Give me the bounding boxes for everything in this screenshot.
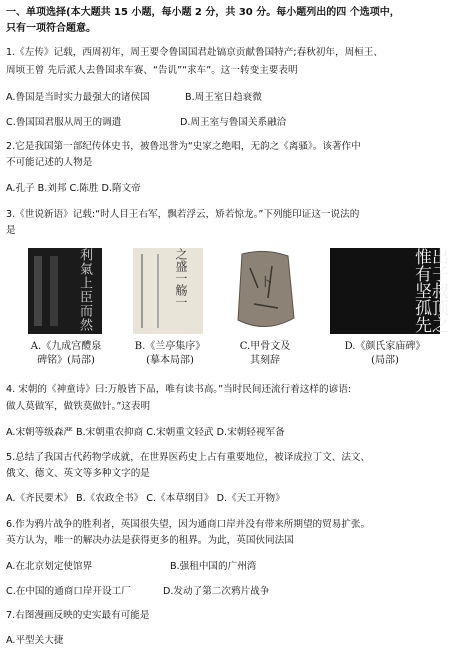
question-1-option-c: C.鲁国国君服从周王的调遣 — [6, 117, 122, 128]
question-6-stem-line2: 英方认为，唯一的解决办法是获得更多的租界。为此，英国伙同法国 — [6, 535, 294, 546]
question-1-option-a: A.鲁国是当时实力最强大的诸侯国 — [6, 92, 150, 103]
calligraphy-image-d — [330, 248, 448, 334]
calligraphy-image-b — [133, 248, 203, 334]
image-a-text: 利氣上臣而然 — [77, 248, 92, 332]
question-7-option-a: A.平型关大捷 — [6, 635, 64, 646]
question-1-stem: 1.《左传》记载，西周初年，周王要令鲁国国君赴镐京贡献鲁国特产;春秋初年，周桓王、 — [6, 47, 383, 58]
question-2-stem-line2: 不可能记述的人物是 — [6, 157, 93, 168]
section-title: 一、单项选择(本大题共 15 小题，每小题 2 分，共 30 分。每小题列出的四 个选项中， — [6, 7, 400, 18]
question-5-stem: 5.总结了我国古代药物学成就，在世界医药史上占有重要地位，被译成拉丁文、法文、 — [6, 452, 371, 463]
image-b-caption: B.《兰亭集序》 — [134, 341, 206, 352]
question-1-option-b: B.周王室日趋衰微 — [185, 92, 262, 103]
question-4-options: A.宋朝等级森严 B.宋朝重农抑商 C.宋朝重文轻武 D.宋朝轻视军备 — [6, 427, 285, 438]
question-3-stem-line2: 是 — [6, 225, 16, 236]
section-title-line2: 只有一项符合题意。 — [6, 23, 96, 34]
image-c-text: 卜 — [260, 275, 273, 289]
question-5-stem-line2: 俄文、德文、英文等多种文字的是 — [6, 468, 150, 479]
question-4-stem-line2: 做人莫做军，做铁莫做针。”这表明 — [6, 401, 151, 412]
image-b-text: 之盛一觞一 — [174, 248, 188, 308]
question-6-stem: 6.作为鸦片战争的胜利者，英国很失望，因为通商口岸并没有带来所期望的贸易扩张。 — [6, 519, 371, 530]
image-d-text: 出子叔顶之惟有坚孤先 — [411, 248, 448, 333]
question-6-option-b: B.强租中国的广州湾 — [170, 561, 257, 572]
question-1-stem-line2: 周顷王曾 先后派人去鲁国求车赛、“告讥”“求车”。这一转变主要表明 — [6, 65, 298, 76]
image-d-caption-line2: (局部) — [371, 355, 399, 366]
oracle-bone-image-c — [232, 248, 298, 334]
question-7-stem: 7.右图漫画反映的史实最有可能是 — [6, 610, 150, 621]
image-b-caption-line2: (摹本局部) — [146, 355, 194, 366]
question-5-options: A.《齐民要术》 B.《农政全书》 C.《本草纲目》 D.《天工开物》 — [6, 493, 285, 504]
question-6-option-a: A.在北京划定使馆界 — [6, 561, 93, 572]
question-2-options: A.孔子 B.刘邦 C.陈胜 D.隋文帝 — [6, 183, 141, 194]
question-6-option-d: D.发动了第二次鸦片战争 — [163, 586, 270, 597]
image-c-caption: C.甲骨文及 — [239, 341, 291, 352]
image-a-caption-line2: 碑铭》(局部) — [37, 355, 95, 366]
image-a-caption: A.《九成宫醴泉 — [30, 341, 102, 352]
question-4-stem: 4. 宋朝的《神童诗》曰:万般皆下品，唯有读书高。”当时民间还流行着这样的谚语: — [6, 384, 352, 395]
question-6-option-c: C.在中国的通商口岸开设工厂 — [6, 586, 131, 597]
question-1-option-d: D.周王室与鲁国关系融洽 — [180, 117, 287, 128]
image-d-caption: D.《颜氏家庙碑》 — [344, 341, 426, 352]
question-3-stem: 3.《世说新语》记载:“时人目王右军，飘若浮云，矫若惊龙。”下列能印证这一说法的 — [6, 209, 360, 220]
question-2-stem: 2.它是我国第一部纪传体史书，被鲁迅誉为“史家之绝唱，无韵之《离骚》。该著作中 — [6, 141, 361, 152]
image-c-caption-line2: 其刻辞 — [250, 355, 280, 366]
calligraphy-image-a — [28, 248, 102, 334]
